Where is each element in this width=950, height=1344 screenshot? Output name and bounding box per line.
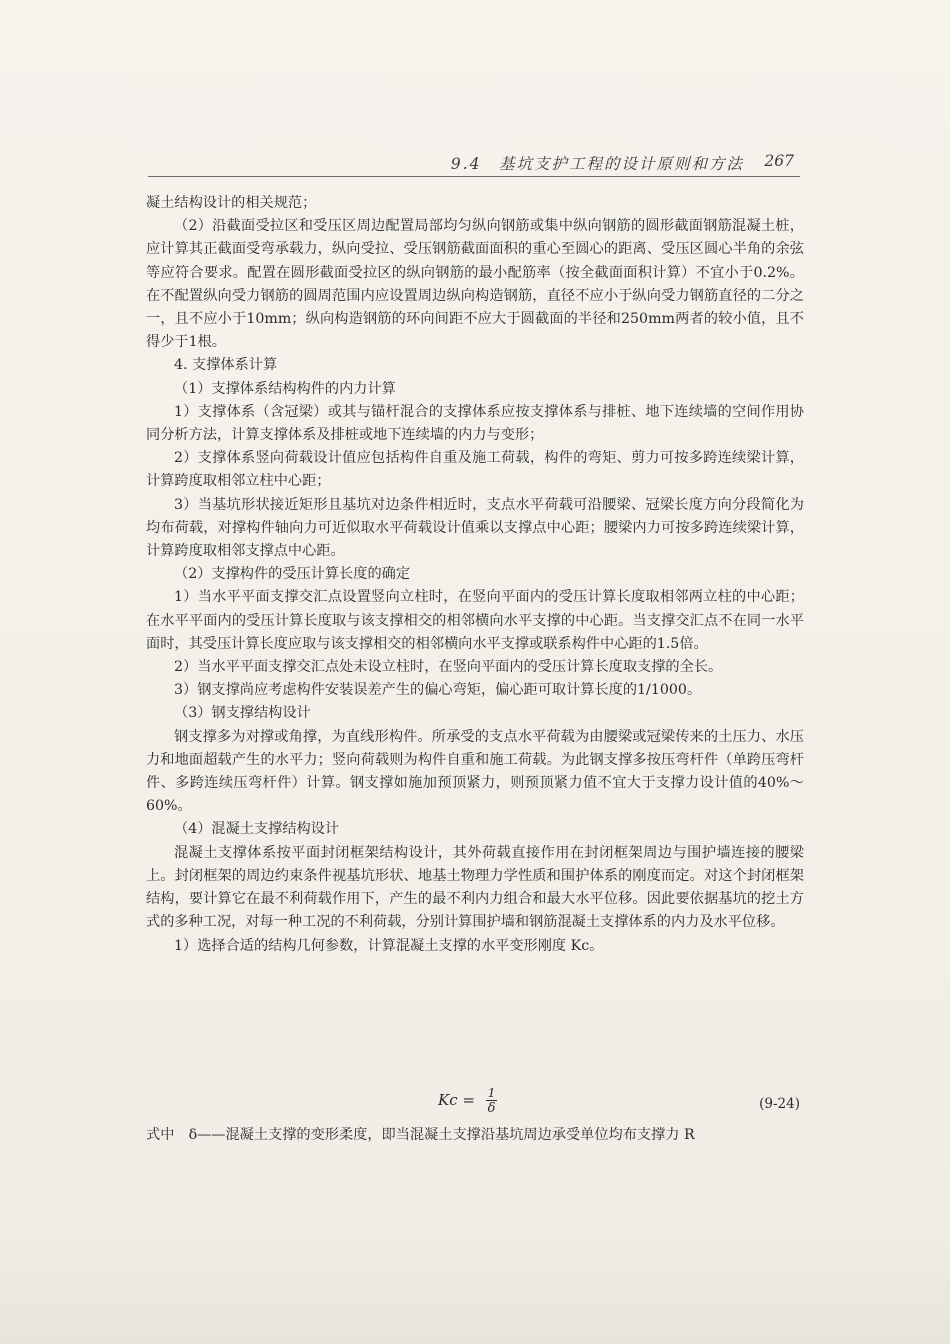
paragraph: 混凝土支撑体系按平面封闭框架结构设计，其外荷载直接作用在封闭框架周边与围护墙连接的腰梁上。封闭框架的周边约束条件视基坑形状、地基土物理力学性质和围护体系的刚度而定。对这个封闭框架结构，要计算它在最不利荷载作用下，产生的最不利内力组合和最大水平位移。因此要依据基坑的挖土方式的多种工况，对每一种工况的不利荷载，分别计算围护墙和钢筋混凝土支撑体系的内力及水平位移。 xyxy=(146,844,804,931)
formula-expression xyxy=(438,1086,497,1116)
body-text xyxy=(146,192,804,958)
paragraph: （4）混凝土支撑结构设计 xyxy=(174,821,340,838)
formula-number: (9-24) xyxy=(759,1096,800,1112)
paragraph: 1）选择合适的结构几何参数，计算混凝土支撑的水平变形刚度 Kc。 xyxy=(174,937,604,954)
paragraph: 3）钢支撑尚应考虑构件安装误差产生的偏心弯矩，偏心距可取计算长度的1/1000。 xyxy=(174,682,702,699)
formula-9-24 xyxy=(146,1082,804,1122)
paragraph: 1）支撑体系（含冠梁）或其与锚杆混合的支撑体系应按支撑体系与排桩、地下连续墙的空间作用协同分析方法，计算支撑体系及排桩或地下连续墙的内力与变形； xyxy=(146,403,804,444)
paragraph: 4. 支撑体系计算 xyxy=(174,357,278,374)
paragraph: 钢支撑多为对撑或角撑，为直线形构件。所承受的支点水平荷载为由腰梁或冠梁传来的土压力、水压力和地面超载产生的水平力；竖向荷载则为构件自重和施工荷载。为此钢支撑多按压弯杆件（单跨压弯杆件、多跨连续压弯杆件）计算。钢支撑如施加预顶紧力，则预顶紧力值不宜大于支撑力设计值的40%～60%。 xyxy=(146,728,804,815)
paragraph: 凝土结构设计的相关规范； xyxy=(146,195,317,211)
paragraph: 3）当基坑形状接近矩形且基坑对边条件相近时，支点水平荷载可沿腰梁、冠梁长度方向分段简化为均布荷载，对撑构件轴向力可近似取水平荷载设计值乘以支撑点中心距；腰梁内力可按多跨连续梁计算，计算跨度取相邻支撑点中心距。 xyxy=(146,496,804,560)
formula-numerator: 1 xyxy=(487,1086,496,1100)
paragraph: 2）支撑体系竖向荷载设计值应包括构件自重及施工荷载，构件的弯矩、剪力可按多跨连续梁计算，计算跨度取相邻立柱中心距； xyxy=(146,450,804,490)
formula-fraction xyxy=(486,1086,498,1116)
formula-where-line: 式中 δ——混凝土支撑的变形柔度，即当混凝土支撑沿基坑周边承受单位均布支撑力 R xyxy=(146,1127,695,1143)
paragraph: 1）当水平平面支撑交汇点设置竖向立柱时，在竖向平面内的受压计算长度取相邻两立柱的中心距；在水平平面内的受压计算长度取与该支撑相交的相邻横向水平支撑的中心距。当支撑交汇点不在同一水平面时，其受压计算长度应取与该支撑相交的相邻横向水平支撑或联系构件中心距的1.5倍。 xyxy=(146,589,804,652)
paragraph: （2）支撑构件的受压计算长度的确定 xyxy=(174,566,411,583)
header-section-title: 9.4 基坑支护工程的设计原则和方法 xyxy=(450,155,744,173)
formula-denominator: δ xyxy=(487,1101,496,1116)
paragraph: （1）支撑体系结构构件的内力计算 xyxy=(174,380,396,397)
paragraph: （2）沿截面受拉区和受压区周边配置局部均匀纵向钢筋或集中纵向钢筋的圆形截面钢筋混凝土桩，应计算其正截面受弯承载力，纵向受拉、受压钢筋截面面积的重心至圆心的距离、受压区圆心半角的余弦等应符合要求。配置在圆形截面受拉区的纵向钢筋的最小配筋率（按全截面面积计算）不宜小于0.2%。在不配置纵向受力钢筋的圆周范围内应设置周边纵向构造钢筋，直径不应小于纵向受力钢筋直径的二分之一，且不应小于10mm；纵向构造钢筋的环向间距不应大于圆截面的半径和250mm两者的较小值，且不得少于1根。 xyxy=(146,218,804,351)
paragraph: 2）当水平平面支撑交汇点处未设立柱时，在竖向平面内的受压计算长度取支撑的全长。 xyxy=(174,659,723,676)
page-bottom-shade xyxy=(0,1228,950,1344)
running-header xyxy=(148,152,800,177)
formula-lhs: Kc = xyxy=(438,1091,475,1109)
header-page-number: 267 xyxy=(764,152,794,170)
paragraph: （3）钢支撑结构设计 xyxy=(174,705,311,722)
